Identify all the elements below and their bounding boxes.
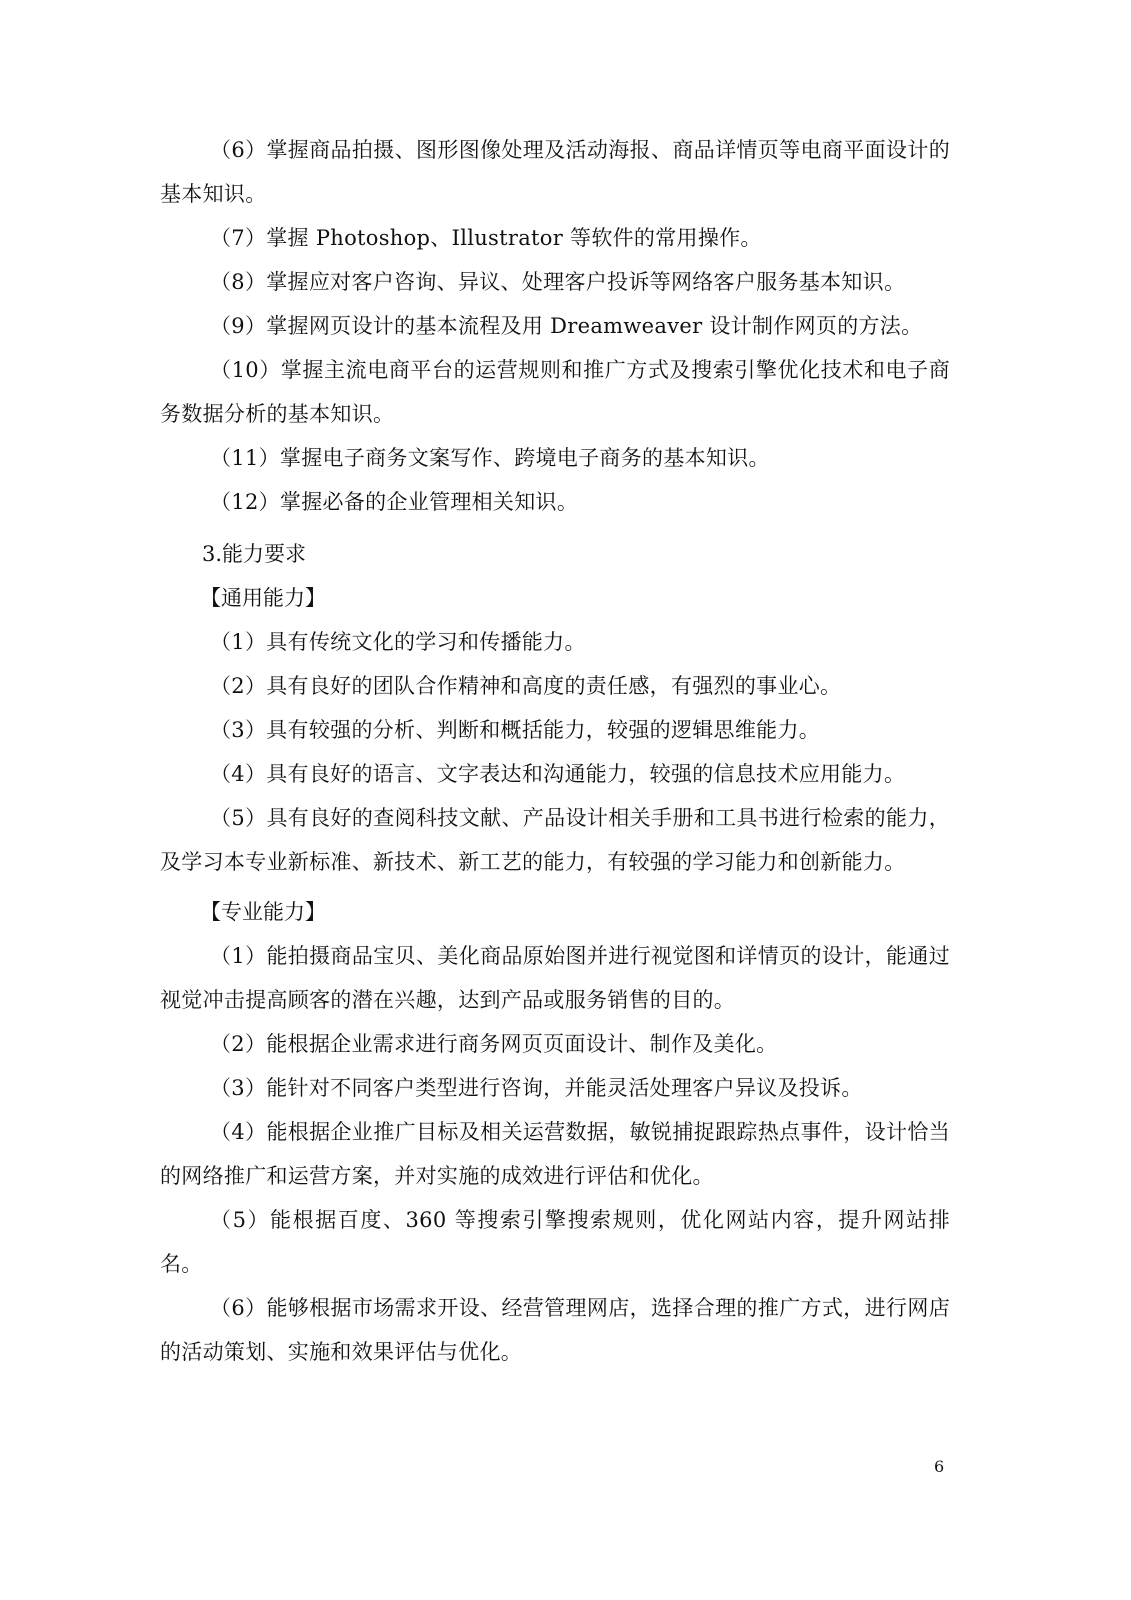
professional-ability-item: （2）能根据企业需求进行商务网页页面设计、制作及美化。 — [210, 1032, 778, 1056]
general-ability-item: （2）具有良好的团队合作精神和高度的责任感，有强烈的事业心。 — [210, 674, 842, 698]
general-ability-heading: 【通用能力】 — [200, 586, 326, 610]
professional-ability-item: （4）能根据企业推广目标及相关运营数据，敏锐捕捉跟踪热点事件，设计恰当的网络推广和运营方案，并对实施的成效进行评估和优化。 — [160, 1120, 950, 1188]
professional-ability-item: （1）能拍摄商品宝贝、美化商品原始图并进行视觉图和详情页的设计，能通过视觉冲击提高顾客的潜在兴趣，达到产品或服务销售的目的。 — [160, 944, 950, 1012]
page-number: 6 — [934, 1457, 945, 1476]
professional-ability-heading: 【专业能力】 — [200, 900, 326, 924]
knowledge-item: （8）掌握应对客户咨询、异议、处理客户投诉等网络客户服务基本知识。 — [210, 270, 906, 294]
general-ability-item: （1）具有传统文化的学习和传播能力。 — [210, 630, 586, 654]
professional-ability-item: （6）能够根据市场需求开设、经营管理网店，选择合理的推广方式，进行网店的活动策划、实施和效果评估与优化。 — [160, 1296, 950, 1364]
general-ability-item: （3）具有较强的分析、判断和概括能力，较强的逻辑思维能力。 — [210, 718, 821, 742]
knowledge-item: （10）掌握主流电商平台的运营规则和推广方式及搜索引擎优化技术和电子商务数据分析的基本知识。 — [160, 358, 950, 426]
professional-ability-item: （3）能针对不同客户类型进行咨询，并能灵活处理客户异议及投诉。 — [210, 1076, 863, 1100]
general-ability-item: （5）具有良好的查阅科技文献、产品设计相关手册和工具书进行检索的能力，及学习本专业新标准、新技术、新工艺的能力，有较强的学习能力和创新能力。 — [160, 806, 950, 874]
page-content — [160, 128, 950, 1374]
professional-ability-item: （5）能根据百度、360 等搜索引擎搜索规则，优化网站内容，提升网站排名。 — [160, 1208, 950, 1276]
knowledge-item: （7）掌握 Photoshop、Illustrator 等软件的常用操作。 — [210, 226, 762, 250]
knowledge-item: （9）掌握网页设计的基本流程及用 Dreamweaver 设计制作网页的方法。 — [210, 314, 923, 338]
general-ability-item: （4）具有良好的语言、文字表达和沟通能力，较强的信息技术应用能力。 — [210, 762, 906, 786]
knowledge-item: （6）掌握商品拍摄、图形图像处理及活动海报、商品详情页等电商平面设计的基本知识。 — [160, 138, 950, 206]
ability-section-heading: 3.能力要求 — [202, 542, 307, 566]
knowledge-item: （11）掌握电子商务文案写作、跨境电子商务的基本知识。 — [210, 446, 770, 470]
knowledge-item: （12）掌握必备的企业管理相关知识。 — [210, 490, 579, 514]
